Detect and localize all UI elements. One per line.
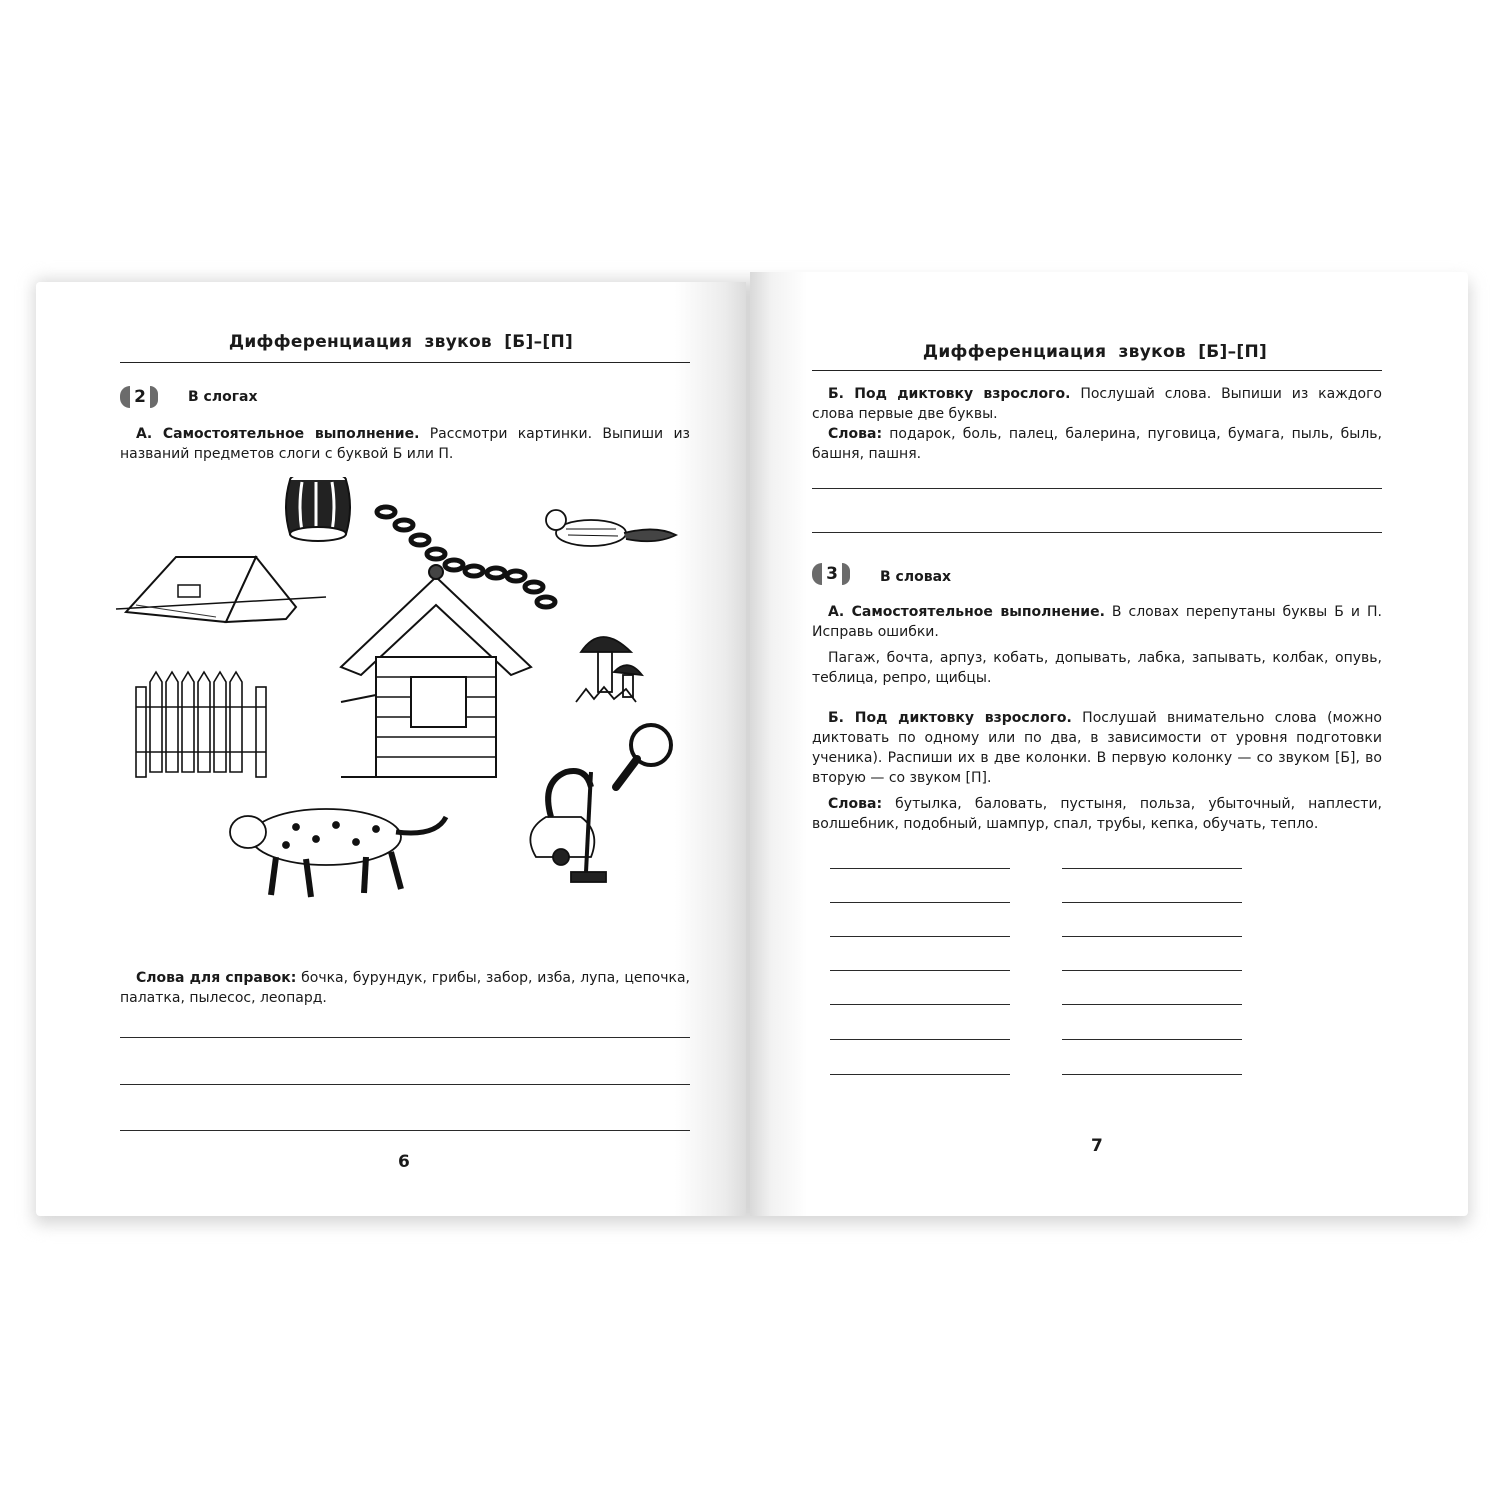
left-page xyxy=(36,282,746,1216)
column-p-line[interactable] xyxy=(1062,1039,1242,1040)
column-b-line[interactable] xyxy=(830,936,1010,937)
task-number-badge xyxy=(120,386,158,408)
hut-picture xyxy=(341,565,531,777)
section-title: В словах xyxy=(880,569,952,585)
task3-a-words: Пагаж, бочта, арпуз, кобать, допывать, лабка, запывать, колбак, опувь, теблица, репро, щибцы. xyxy=(812,650,1382,686)
column-p-line[interactable] xyxy=(1062,970,1242,971)
task-a-label: А. Самостоятельное выполнение. xyxy=(136,426,420,442)
column-p-line[interactable] xyxy=(1062,902,1242,903)
column-b-line[interactable] xyxy=(830,1074,1010,1075)
running-head: Дифференциация звуков [Б]–[П] xyxy=(228,332,574,352)
page-number: 7 xyxy=(1091,1136,1103,1156)
tent-picture xyxy=(116,557,326,622)
dictation-words xyxy=(812,424,1382,464)
words-text: подарок, боль, палец, балерина, пуговица, бумага, пыль, быль, башня, пашня. xyxy=(812,426,1382,462)
task-number: 2 xyxy=(130,386,150,408)
task3-b-words-label: Слова: xyxy=(828,796,883,812)
reference-words xyxy=(120,968,690,1008)
section-title: В слогах xyxy=(188,389,258,405)
column-b-line[interactable] xyxy=(830,1004,1010,1005)
column-b-line[interactable] xyxy=(830,970,1010,971)
column-b-line[interactable] xyxy=(830,902,1010,903)
answer-line[interactable] xyxy=(120,1130,690,1131)
answer-line[interactable] xyxy=(812,488,1382,489)
leopard-picture xyxy=(230,809,446,897)
task3-a-text: В словах перепутаны буквы Б и П. Исправь ошибки. xyxy=(812,604,1382,640)
dictation-instructions xyxy=(812,384,1382,424)
task3-a-instructions xyxy=(812,602,1382,642)
vacuum-cleaner-picture xyxy=(530,771,606,882)
barrel-picture xyxy=(286,477,350,541)
chain-picture xyxy=(377,507,555,607)
reference-label: Слова для справок: xyxy=(136,970,297,986)
header-rule xyxy=(120,362,690,363)
words-label: Слова: xyxy=(828,426,883,442)
task3-b-label: Б. Под диктовку взрослого. xyxy=(828,710,1072,726)
running-head: Дифференциация звуков [Б]–[П] xyxy=(922,342,1268,362)
column-p-line[interactable] xyxy=(1062,1074,1242,1075)
page-number: 6 xyxy=(398,1152,410,1172)
chipmunk-picture xyxy=(546,510,676,546)
task3-b-words xyxy=(812,794,1382,834)
task-number-badge xyxy=(812,563,850,585)
task3-b-words-text: бутылка, баловать, пустыня, польза, убыточный, наплести, волшебник, подобный, шампур, спал, трубы, кепка, обучать, тепло. xyxy=(812,796,1382,832)
right-page xyxy=(750,272,1468,1216)
answer-line[interactable] xyxy=(120,1084,690,1085)
column-b-line[interactable] xyxy=(830,868,1010,869)
column-p-line[interactable] xyxy=(1062,936,1242,937)
task3-b-text: Послушай внимательно слова (можно диктовать по одному или по два, в зависимости от уровня подготовки ученика). Распиши их в две колонки. В первую колонку — со звуком [Б], во вторую — со звуком [П]. xyxy=(812,710,1382,786)
dictation-text: Послушай слова. Выпиши из каждого слова первые две буквы. xyxy=(812,386,1382,422)
illustrations xyxy=(106,477,706,917)
answer-line[interactable] xyxy=(120,1037,690,1038)
header-rule xyxy=(812,370,1382,371)
column-b-line[interactable] xyxy=(830,1039,1010,1040)
task-number: 3 xyxy=(822,563,842,585)
answer-line[interactable] xyxy=(812,532,1382,533)
mushroom-picture xyxy=(576,637,642,702)
task-a-instructions xyxy=(120,424,690,464)
column-p-line[interactable] xyxy=(1062,1004,1242,1005)
reference-text: бочка, бурундук, грибы, забор, изба, лупа, цепочка, палатка, пылесос, леопард. xyxy=(120,970,690,1006)
task3-a-label: А. Самостоятельное выполнение. xyxy=(828,604,1105,620)
dictation-label: Б. Под диктовку взрослого. xyxy=(828,386,1071,402)
task3-b-instructions xyxy=(812,708,1382,788)
column-p-line[interactable] xyxy=(1062,868,1242,869)
magnifier-picture xyxy=(616,725,671,787)
task-a-text: Рассмотри картинки. Выпиши из названий предметов слоги с буквой Б или П. xyxy=(120,426,690,462)
fence-picture xyxy=(136,672,266,777)
